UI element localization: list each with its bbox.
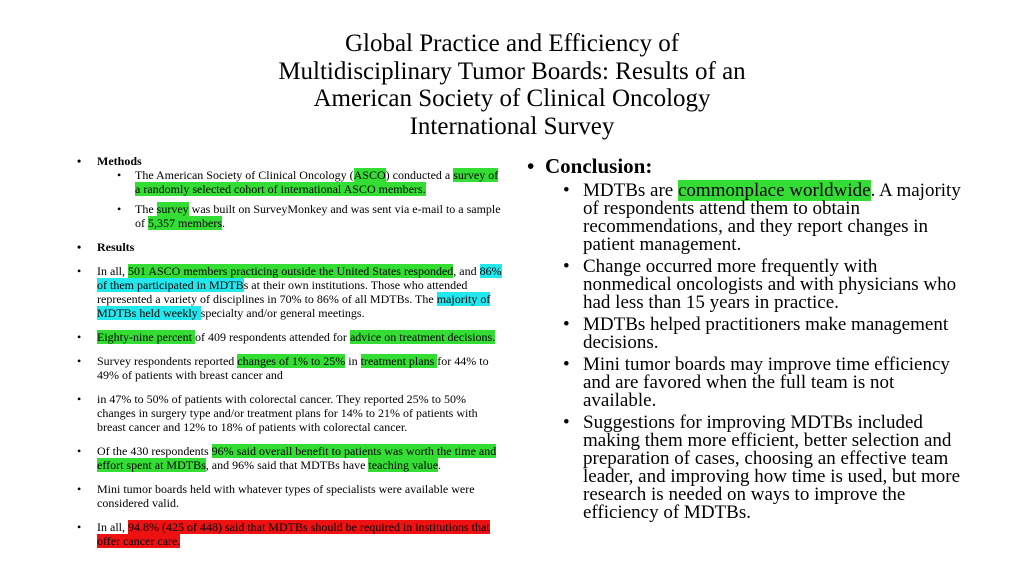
- highlight-treatment-plans: treatment plans: [360, 354, 438, 368]
- conclusion-heading: • Conclusion:: [527, 154, 967, 178]
- highlight-asco: ASCO: [353, 168, 386, 182]
- text: In all,: [97, 520, 128, 534]
- highlight-changes: changes of 1% to 25%: [237, 354, 346, 368]
- highlight-eighty-nine: Eighty-nine percent: [97, 330, 195, 344]
- conclusion-item-suggestions: • Suggestions for improving MDTBs included making them more efficient, better selection and preparation of cases, choosing an effective team leader, and improving how time is used, but more research is needed on ways to improve the efficiency of MDTBs.: [527, 414, 967, 522]
- slide-title: Global Practice and Efficiency of Multidisciplinary Tumor Boards: Results of an American Society of Clinical Oncology International Survey: [278, 30, 746, 140]
- highlight-participation: 86% of them participated in MDTB: [97, 264, 502, 292]
- text: in: [345, 354, 361, 368]
- text: .: [438, 458, 442, 472]
- conclusion-column: [527, 154, 967, 522]
- conclusion-item-change: • Change occurred more frequently with nonmedical oncologists and with physicians who had less than 15 years in practice.: [527, 258, 967, 312]
- methods-item-survey: [97, 202, 502, 230]
- text: In all,: [97, 264, 128, 278]
- highlight-advice: advice on treatment decisions.: [349, 330, 496, 344]
- text: was built on SurveyMonkey and was sent via e-mail to a sample of: [135, 202, 501, 230]
- text: , and 96% said that MDTBs have: [205, 458, 369, 472]
- highlight-cohort: survey of a randomly selected cohort of international ASCO members.: [135, 168, 499, 196]
- text: The: [135, 202, 157, 216]
- text: s at their own institutions. Those who attended represented a variety of disciplines in 70% to 86% of all MDTBs. The: [97, 278, 468, 306]
- results-item-benefit: [72, 444, 502, 472]
- conclusion-item-mini-boards: • Mini tumor boards may improve time efficiency and are favored when the full team is not available.: [527, 356, 967, 410]
- conclusion-list: [527, 182, 967, 522]
- results-heading: • Results: [72, 240, 502, 254]
- results-item-advice: [72, 330, 502, 344]
- text: specialty and/or general meetings.: [200, 306, 365, 320]
- highlight-teaching: teaching value: [368, 458, 439, 472]
- text: MDTBs are: [583, 180, 678, 201]
- highlight-sample-size: 5,357 members: [148, 216, 222, 230]
- results-item-changes: [72, 354, 502, 382]
- methods-list: [97, 168, 502, 230]
- results-item-required: [72, 520, 502, 548]
- text: .: [222, 216, 225, 230]
- results-item-respondents: [72, 264, 502, 320]
- highlight-benefit: 96% said overall benefit to patients was worth the time and effort spent at MDTBs: [97, 444, 497, 472]
- methods-item-asco: [97, 168, 502, 196]
- highlight-respondents: 501 ASCO members practicing outside the United States responded: [128, 264, 454, 278]
- text: for 44% to 49% of patients with breast cancer and: [97, 354, 489, 382]
- highlight-survey: survey: [156, 202, 189, 216]
- highlight-weekly: majority of MDTBs held weekly: [97, 292, 491, 320]
- text: of 409 respondents attended for: [194, 330, 350, 344]
- text: The American Society of Clinical Oncology (: [135, 168, 354, 182]
- methods-heading-text: Methods: [97, 154, 142, 168]
- text: . A majority of respondents attend them to obtain recommendations, and they report changes in patient management.: [583, 180, 961, 255]
- results-item-mini-boards: • Mini tumor boards held with whatever types of specialists were available were considered valid.: [72, 482, 502, 510]
- highlight-required: 94.8% (425 of 448) said that MDTBs should be required in institutions that offer cancer care.: [97, 520, 490, 548]
- methods-heading: [72, 154, 502, 230]
- text: Survey respondents reported: [97, 354, 238, 368]
- text: Of the 430 respondents: [97, 444, 212, 458]
- left-column: [72, 154, 502, 558]
- text: , and: [453, 264, 480, 278]
- conclusion-item-commonplace: [527, 182, 967, 254]
- text: ) conducted a: [385, 168, 454, 182]
- highlight-commonplace: commonplace worldwide: [677, 180, 871, 201]
- conclusion-item-decisions: • MDTBs helped practitioners make management decisions.: [527, 316, 967, 352]
- results-item-colorectal: • in 47% to 50% of patients with colorectal cancer. They reported 25% to 50% changes in surgery type and/or treatment plans for 14% to 21% of patients with breast cancer and 12% to 18% of patients with colorectal cancer.: [72, 392, 502, 434]
